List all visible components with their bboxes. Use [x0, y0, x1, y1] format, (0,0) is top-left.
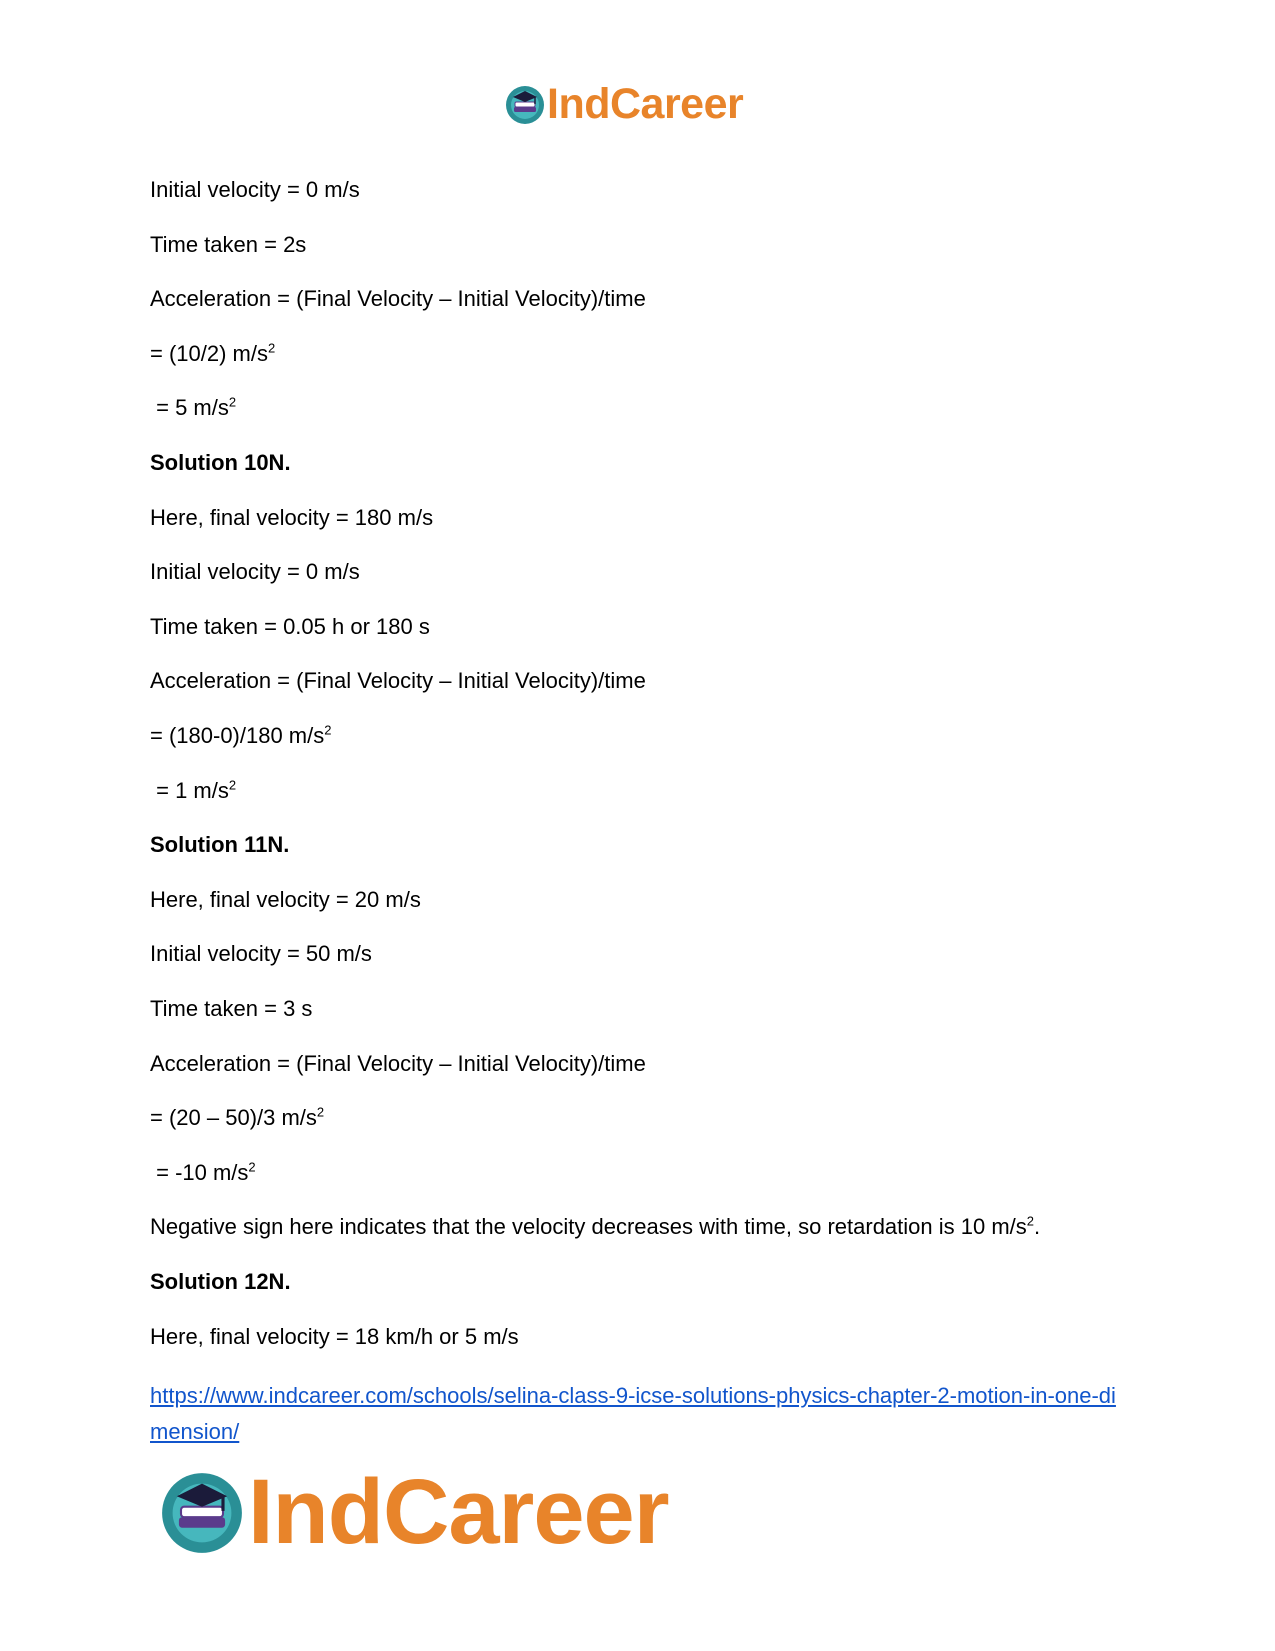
line-text: Time taken = 0.05 h or 180 s [150, 614, 430, 639]
text-line [150, 940, 372, 968]
line-text: Solution 10N. [150, 450, 291, 475]
text-line [150, 558, 360, 586]
superscript: 2 [1026, 1213, 1035, 1229]
line-text: Acceleration = (Final Velocity – Initial Velocity)/time [150, 1051, 646, 1076]
text-line [150, 231, 306, 259]
superscript: 2 [316, 1104, 325, 1120]
text-line [150, 886, 421, 914]
line-text: Initial velocity = 0 m/s [150, 177, 360, 202]
footer-logo [160, 1460, 669, 1565]
text-line [150, 667, 646, 695]
text-line [150, 995, 312, 1023]
line-text: Acceleration = (Final Velocity – Initial Velocity)/time [150, 668, 646, 693]
line-text: = 5 m/s [150, 395, 229, 420]
text-line [150, 285, 646, 313]
line-text: Here, final velocity = 18 km/h or 5 m/s [150, 1324, 519, 1349]
line-text: = (20 – 50)/3 m/s [150, 1105, 317, 1130]
text-line [150, 394, 236, 422]
solution-heading [150, 449, 291, 477]
line-text: Here, final velocity = 180 m/s [150, 505, 434, 530]
text-line [150, 340, 275, 368]
line-text: Solution 11N. [150, 832, 290, 857]
line-text: = 1 m/s [150, 778, 229, 803]
graduation-cap-books-icon [160, 1471, 244, 1555]
text-line [150, 176, 360, 204]
text-line [150, 777, 236, 805]
line-text: Acceleration = (Final Velocity – Initial Velocity)/time [150, 286, 646, 311]
line-text: Time taken = 3 s [150, 996, 313, 1021]
text-line [150, 1050, 646, 1078]
source-link[interactable]: https://www.indcareer.com/schools/selina-class-9-icse-solutions-physics-chapter-2-motion-in-one-dimension/ [150, 1383, 1116, 1444]
solution-heading [150, 831, 289, 859]
superscript: 2 [267, 340, 276, 356]
text-line [150, 722, 331, 750]
header-logo-text: IndCareer [547, 80, 744, 128]
footer-logo-text: IndCareer [248, 1461, 669, 1563]
header-logo [505, 80, 743, 129]
solution-heading [150, 1268, 291, 1296]
text-line [150, 1159, 256, 1187]
line-suffix: . [1034, 1214, 1041, 1239]
text-line [150, 1104, 324, 1132]
line-text: Negative sign here indicates that the velocity decreases with time, so retardation is 10 m/s [150, 1214, 1027, 1239]
line-text: = (180-0)/180 m/s [150, 723, 325, 748]
graduation-cap-books-icon [505, 85, 545, 125]
line-text: Initial velocity = 50 m/s [150, 941, 372, 966]
superscript: 2 [324, 722, 332, 738]
line-text: Time taken = 2s [150, 232, 307, 257]
text-line [150, 1213, 1040, 1241]
superscript: 2 [248, 1159, 256, 1175]
line-text: Here, final velocity = 20 m/s [150, 887, 421, 912]
line-text: = -10 m/s [150, 1160, 249, 1185]
line-text: Initial velocity = 0 m/s [150, 559, 360, 584]
superscript: 2 [228, 394, 237, 410]
line-text: Solution 12N. [150, 1269, 291, 1294]
line-text: = (10/2) m/s [150, 341, 268, 366]
text-line [150, 504, 433, 532]
text-line [150, 613, 430, 641]
superscript: 2 [228, 777, 237, 793]
text-line [150, 1323, 519, 1351]
